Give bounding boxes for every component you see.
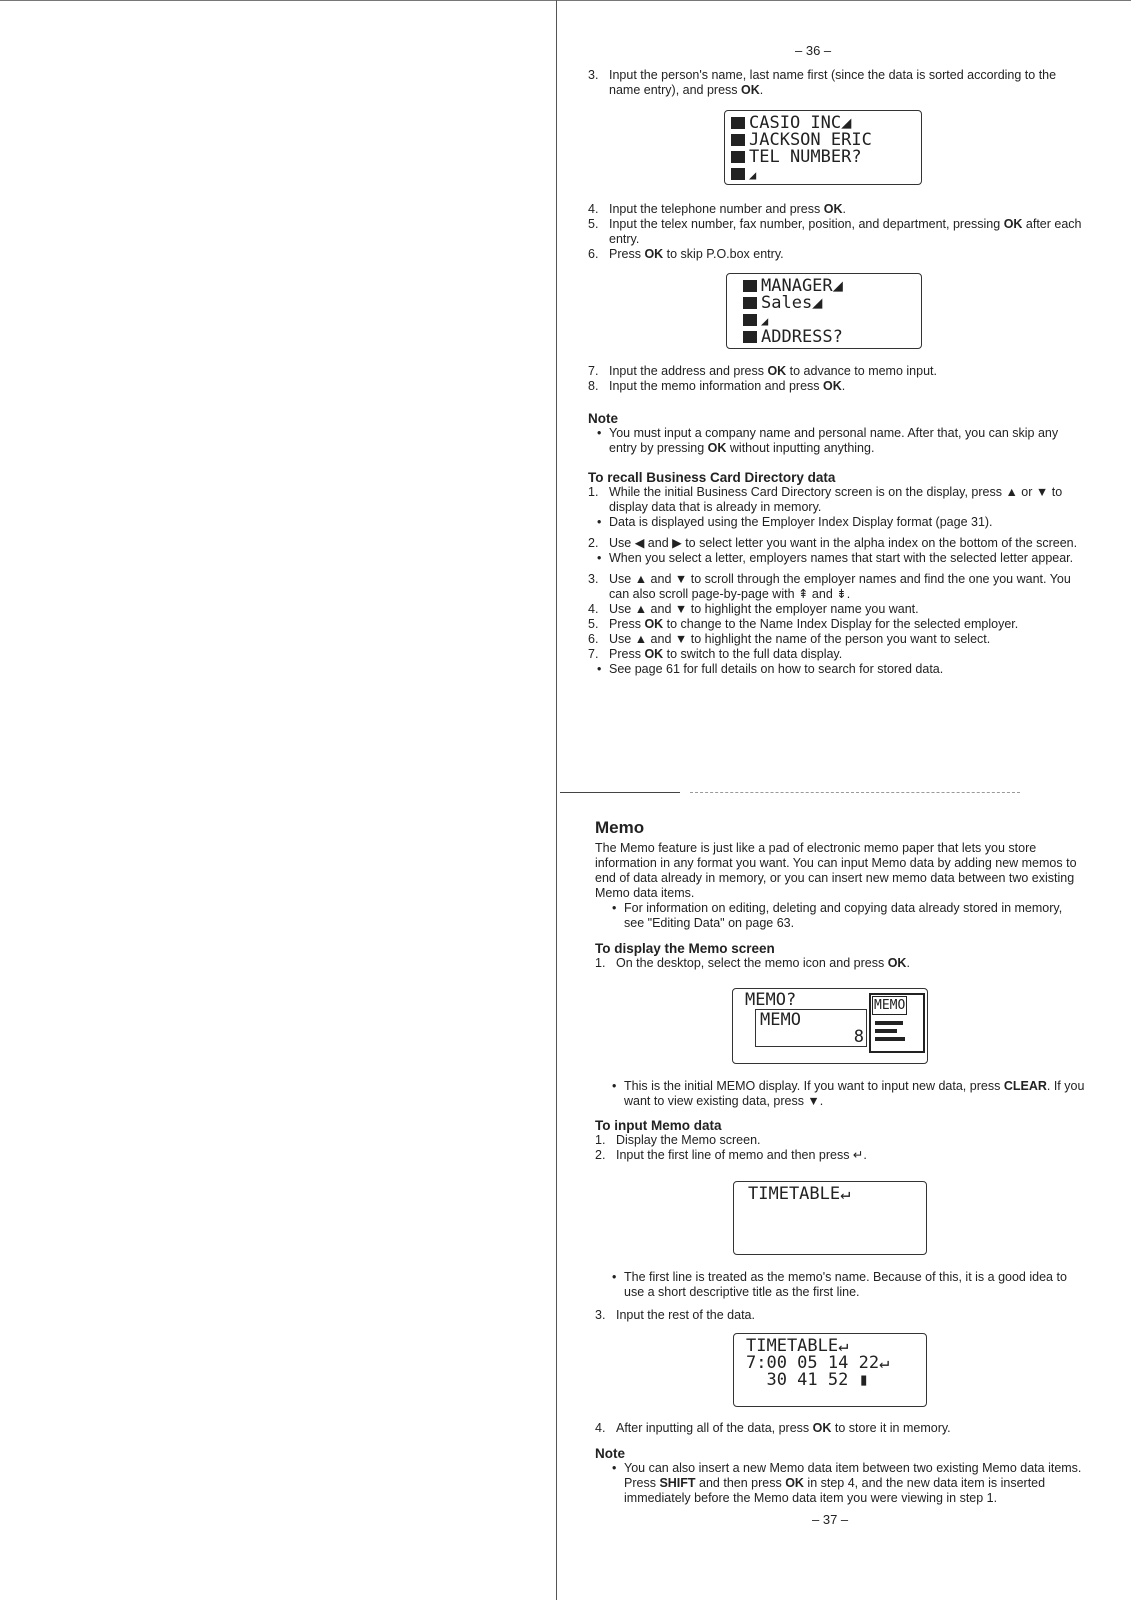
note-bullet <box>588 426 1082 456</box>
step-number: 3. <box>595 1308 606 1322</box>
center-divider <box>556 0 557 1600</box>
step-text: After inputting all of the data, press <box>616 1421 813 1435</box>
step-text-tail: . <box>841 379 846 393</box>
lcd-line: MEMO? <box>745 990 797 1010</box>
key-label: CLEAR <box>1003 1079 1047 1093</box>
key-label: OK <box>823 379 842 393</box>
step-number: 2. <box>595 1148 606 1162</box>
note-text-tail: without inputting anything. <box>726 441 875 455</box>
memo-icon-label: MEMO <box>874 998 906 1013</box>
step-text: While the initial Business Card Directory screen is on the display, press ▲ or ▼ to display data that is already in memory. <box>609 485 1063 514</box>
lcd-line: 30 41 52 ▮ <box>746 1370 869 1390</box>
memo-intro: The Memo feature is just like a pad of electronic memo paper that lets you store information in any format you want. You can input Memo data by adding new memos to end of data already in memory, or you can insert new memo data between two existing Memo data items. <box>595 841 1077 900</box>
note-text: in step 4, and the new data item is inserted immediately before the Memo data item you were viewing in step 1. <box>624 1476 1046 1505</box>
key-label: OK <box>644 247 664 261</box>
memo-icon-line <box>875 1029 897 1033</box>
memo-count: 8 <box>853 1027 864 1047</box>
key-label: OK <box>644 647 664 661</box>
lcd-screen-memo-initial <box>732 988 928 1064</box>
bullet-text: • Data is displayed using the Employer Index Display format (page 31). <box>588 515 1082 530</box>
step-text: Input the telex number, fax number, position, and department, pressing <box>609 217 1004 231</box>
steps-4-6 <box>588 202 1082 262</box>
lcd-line: ◢ <box>749 168 757 182</box>
step-text: Input the person's name, last name first (since the data is sorted according to the name entry), and press <box>609 68 1057 97</box>
step-text: Input the telephone number and press <box>609 202 824 216</box>
step-text-tail: to switch to the full data display. <box>663 647 843 661</box>
step-3 <box>588 68 1082 98</box>
key-label: OK <box>741 83 760 97</box>
lcd-screen-position-entry <box>726 273 922 349</box>
lcd-line: ADDRESS? <box>761 327 843 347</box>
step-number: 3. <box>588 68 599 82</box>
position-icon <box>743 280 757 292</box>
recall-section <box>588 470 1082 677</box>
address-icon <box>743 331 757 343</box>
step-text-tail: after each entry. <box>609 217 1082 246</box>
memo-section <box>595 820 1085 971</box>
memo-icon-line <box>875 1021 903 1025</box>
step-number: 6. <box>588 247 599 261</box>
lcd-line: MEMO <box>760 1010 801 1030</box>
memo-final <box>595 1421 1085 1506</box>
step-text: Use ◀ and ▶ to select letter you want in the alpha index on the bottom of the screen. <box>609 536 1078 550</box>
key-label: SHIFT <box>659 1476 696 1490</box>
step-number: 1. <box>588 485 599 499</box>
step-text: On the desktop, select the memo icon and press <box>616 956 888 970</box>
step-text: Use ▲ and ▼ to highlight the employer name you want. <box>609 602 919 616</box>
step-text-tail: . <box>906 956 910 970</box>
top-edge-rule <box>0 0 1131 1</box>
section-divider <box>560 792 680 793</box>
note-text: You must input a company name and personal name. After that, you can skip any entry by pressing <box>609 426 1059 455</box>
note-heading: Note <box>595 1446 625 1461</box>
note-1 <box>588 411 1082 456</box>
input-heading: To input Memo data <box>595 1118 722 1133</box>
step-number: 2. <box>588 536 599 550</box>
step-text: Input the first line of memo and then press ↵. <box>616 1148 867 1162</box>
step-number: 7. <box>588 364 599 378</box>
bullet-text: This is the initial MEMO display. If you want to input new data, press <box>624 1079 1004 1093</box>
key-label: OK <box>1003 217 1023 231</box>
bullet-text-tail: . If you want to view existing data, press ▼. <box>624 1079 1085 1108</box>
step-number: 5. <box>588 617 599 631</box>
bullet-text: • The first line is treated as the memo's name. Because of this, it is a good idea to use a short descriptive title as the first line. <box>603 1270 1085 1300</box>
section-divider-dashed <box>690 792 1020 793</box>
key-label: OK <box>785 1476 804 1490</box>
memo-heading: Memo <box>595 818 645 837</box>
memo-input-notes <box>595 1270 1085 1323</box>
memo-icon <box>869 993 925 1053</box>
steps-7-8 <box>588 364 1082 394</box>
step-number: 8. <box>588 379 599 393</box>
key-label: OK <box>823 202 843 216</box>
page-number-bottom: – 37 – <box>812 1512 849 1527</box>
memo-selection-box <box>755 1009 867 1047</box>
key-label: OK <box>707 441 727 455</box>
person-icon <box>731 134 745 146</box>
step-number: 1. <box>595 956 606 970</box>
step-text: Press <box>609 247 645 261</box>
step-number: 4. <box>595 1421 606 1435</box>
display-heading: To display the Memo screen <box>595 941 775 956</box>
lcd-line: Sales◢ <box>761 293 823 313</box>
step-text-tail: . <box>759 83 764 97</box>
memo-display-note <box>595 1079 1085 1163</box>
lcd-line: MANAGER◢ <box>761 276 843 296</box>
lcd-screen-memo-title <box>733 1181 927 1255</box>
lcd-line: JACKSON ERIC <box>749 130 872 150</box>
step-text: Use ▲ and ▼ to highlight the name of the person you want to select. <box>609 632 991 646</box>
step-text: Input the address and press <box>609 364 768 378</box>
key-label: OK <box>644 617 664 631</box>
lcd-line: TIMETABLE↵ <box>746 1336 849 1356</box>
telex-icon <box>731 168 745 180</box>
company-icon <box>731 117 745 129</box>
note-text: You can also insert a new Memo data item between two existing Memo data items. Press <box>624 1461 1082 1490</box>
bullet-text: • See page 61 for full details on how to search for stored data. <box>588 662 1082 677</box>
note-heading: Note <box>588 411 618 426</box>
step-number: 5. <box>588 217 599 231</box>
lcd-screen-memo-data <box>733 1333 927 1407</box>
step-text-tail: . <box>842 202 846 216</box>
step-text: Display the Memo screen. <box>616 1133 761 1147</box>
page-number-top: – 36 – <box>795 43 832 58</box>
step-number: 1. <box>595 1133 606 1147</box>
key-label: OK <box>767 364 787 378</box>
pobox-icon <box>743 314 757 326</box>
step-text: Press <box>609 647 645 661</box>
step-number: 4. <box>588 602 599 616</box>
lcd-line: TEL NUMBER? <box>749 147 862 167</box>
department-icon <box>743 297 757 309</box>
bullet-text: • When you select a letter, employers names that start with the selected letter appear. <box>588 551 1082 566</box>
step-text: Input the memo information and press <box>609 379 824 393</box>
step-text-tail: to store it in memory. <box>831 1421 951 1435</box>
key-label: OK <box>812 1421 832 1435</box>
memo-icon-line <box>875 1037 905 1041</box>
lcd-line: CASIO INC◢ <box>749 113 852 133</box>
lcd-line: TIMETABLE↵ <box>748 1184 851 1204</box>
step-number: 7. <box>588 647 599 661</box>
step-number: 3. <box>588 572 599 586</box>
recall-heading: To recall Business Card Directory data <box>588 470 836 485</box>
step-text: Use ▲ and ▼ to scroll through the employer names and find the one you want. You can also scroll page-by-page with ⇞ and ⇟. <box>609 572 1071 601</box>
bullet-text: • For information on editing, deleting and copying data already stored in memory, see "Editing Data" on page 63. <box>603 901 1085 931</box>
step-text-tail: to skip P.O.box entry. <box>663 247 784 261</box>
step-text: Press <box>609 617 645 631</box>
lcd-screen-name-entry <box>724 110 922 185</box>
step-number: 6. <box>588 632 599 646</box>
key-label: OK <box>887 956 907 970</box>
step-number: 4. <box>588 202 599 216</box>
lcd-line: 7:00 05 14 22↵ <box>746 1353 890 1373</box>
step-text: Input the rest of the data. <box>616 1308 755 1322</box>
phone-icon <box>731 151 745 163</box>
step-text-tail: to advance to memo input. <box>786 364 937 378</box>
lcd-line: ◢ <box>761 314 769 328</box>
note-text: and then press <box>695 1476 786 1490</box>
step-text-tail: to change to the Name Index Display for the selected employer. <box>663 617 1019 631</box>
